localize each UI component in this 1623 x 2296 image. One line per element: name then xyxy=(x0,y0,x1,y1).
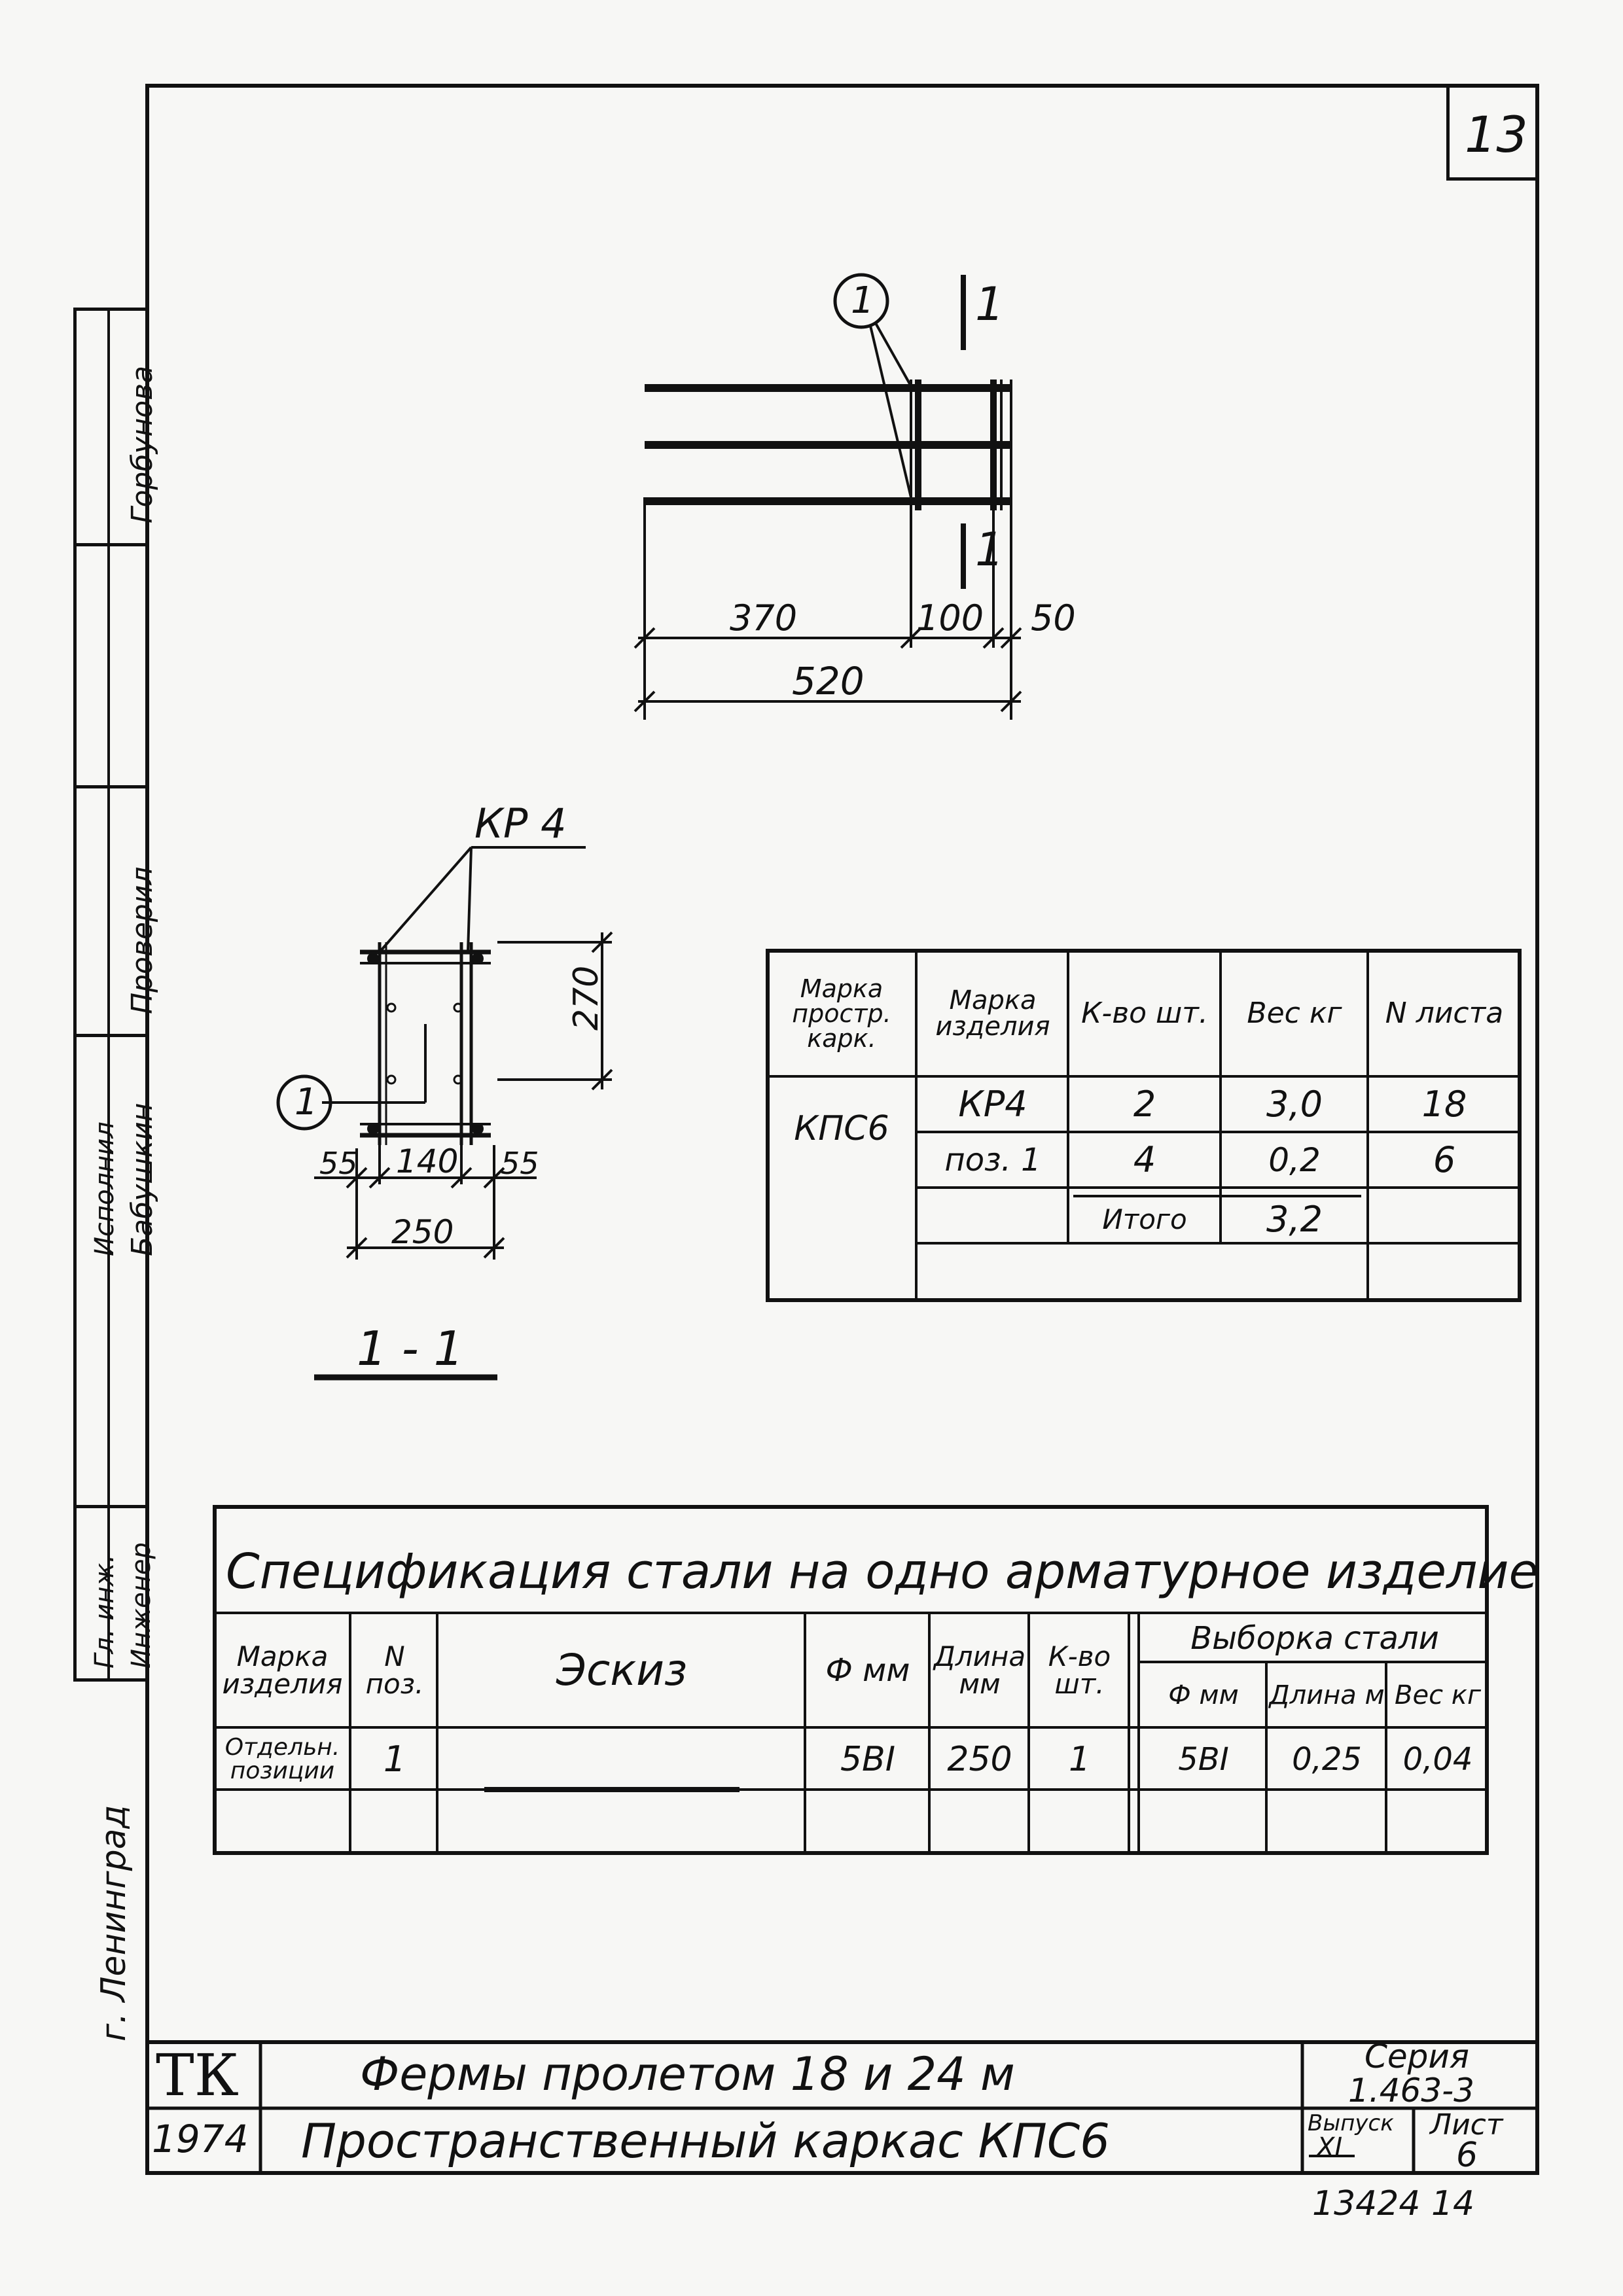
spec-row-length: 250 xyxy=(947,1739,1012,1779)
spec-header-sketch: Эскиз xyxy=(556,1645,688,1695)
spec-header-mark: Марка изделия xyxy=(222,1640,343,1700)
series-label: Серия xyxy=(1364,2038,1469,2075)
title-line-2: Пространственный каркас КПС6 xyxy=(301,2113,1110,2168)
section-dim-140: 140 xyxy=(396,1142,459,1180)
section-dim-250: 250 xyxy=(391,1213,454,1251)
sheet-label: Лист xyxy=(1430,2108,1503,2142)
stamp-name-1: Горбунова xyxy=(126,365,159,523)
city-label: г. Ленинград xyxy=(94,1805,134,2041)
spec-header-sel-dia: Ф мм xyxy=(1168,1680,1239,1710)
stamp-role-1: Гл. инж. xyxy=(90,1554,120,1669)
section-callout-number: 1 xyxy=(294,1081,318,1123)
section-frame-label: КР 4 xyxy=(474,800,567,847)
spec-header-dia: Ф мм xyxy=(825,1652,910,1689)
org-logo: ТК xyxy=(156,2041,239,2109)
sheet-number: 13 xyxy=(1465,105,1528,164)
section-dim-55-right: 55 xyxy=(501,1146,539,1181)
assembly-mark-kps6: КПС6 xyxy=(794,1109,889,1148)
stamp-role-2: Исполнил xyxy=(90,1122,120,1256)
plan-dim-100: 100 xyxy=(916,597,984,639)
spec-row-pos: 1 xyxy=(383,1738,406,1780)
assembly-r2-weight: 0,2 xyxy=(1268,1141,1321,1179)
assembly-header-mark: Марка простр. карк. xyxy=(792,974,891,1053)
plan-section-mark-bottom: 1 xyxy=(975,523,1005,576)
assembly-r3-weight: 3,2 xyxy=(1266,1199,1323,1240)
steel-spec-title: Спецификация стали на одно арматурное изделие xyxy=(226,1544,1539,1600)
title-line-1: Фермы пролетом 18 и 24 м xyxy=(360,2047,1015,2101)
issue-label: Выпуск xyxy=(1308,2110,1394,2136)
inventory-number: 13424 14 xyxy=(1312,2184,1475,2223)
assembly-r1-product: КР4 xyxy=(958,1084,1027,1125)
series-value: 1.463-3 xyxy=(1348,2072,1474,2110)
assembly-r1-sheet: 18 xyxy=(1421,1084,1467,1125)
assembly-header-qty: К-во шт. xyxy=(1081,996,1208,1030)
assembly-r2-sheet: 6 xyxy=(1433,1139,1456,1180)
assembly-r2-product: поз. 1 xyxy=(944,1142,1041,1178)
spec-row-sel-dia: 5ВI xyxy=(1178,1740,1229,1778)
stamp-role-3: Проверил xyxy=(126,866,159,1014)
assembly-header-sheet: N листа xyxy=(1385,996,1504,1030)
spec-header-qty: К-во шт. xyxy=(1048,1640,1111,1700)
plan-dim-370: 370 xyxy=(730,597,798,639)
spec-row-dia: 5ВI xyxy=(840,1739,896,1779)
plan-dim-50: 50 xyxy=(1031,597,1076,639)
sheet-value: 6 xyxy=(1456,2136,1478,2175)
spec-row-sel-length: 0,25 xyxy=(1292,1740,1362,1778)
section-dim-270: 270 xyxy=(567,965,606,1031)
spec-header-length: Длина мм xyxy=(933,1640,1026,1700)
plan-section-mark-top: 1 xyxy=(975,277,1005,331)
plan-callout-number: 1 xyxy=(851,279,874,322)
spec-header-sel-weight: Вес кг xyxy=(1395,1680,1481,1710)
plan-dim-520: 520 xyxy=(792,659,865,703)
assembly-header-weight: Вес кг xyxy=(1247,996,1342,1030)
spec-header-selection: Выборка стали xyxy=(1190,1620,1439,1657)
assembly-r1-qty: 2 xyxy=(1133,1084,1156,1125)
spec-header-sel-length: Длина м xyxy=(1269,1680,1385,1710)
assembly-r2-qty: 4 xyxy=(1133,1139,1156,1180)
assembly-r1-weight: 3,0 xyxy=(1266,1084,1323,1125)
assembly-r3-qty: Итого xyxy=(1102,1203,1187,1235)
spec-header-pos: N поз. xyxy=(365,1640,424,1700)
title-year: 1974 xyxy=(152,2117,249,2161)
stamp-name-3: Инженер xyxy=(126,1542,156,1669)
spec-row-qty: 1 xyxy=(1068,1739,1091,1779)
assembly-header-product: Марка изделия xyxy=(935,985,1050,1042)
issue-value: XI xyxy=(1317,2132,1343,2163)
stamp-name-2: Бабушкин xyxy=(126,1103,159,1256)
section-dim-55-left: 55 xyxy=(319,1146,358,1181)
section-title: 1 - 1 xyxy=(357,1321,464,1376)
spec-row-mark: Отдельн. позиции xyxy=(224,1733,340,1784)
spec-row-sel-weight: 0,04 xyxy=(1402,1740,1473,1778)
